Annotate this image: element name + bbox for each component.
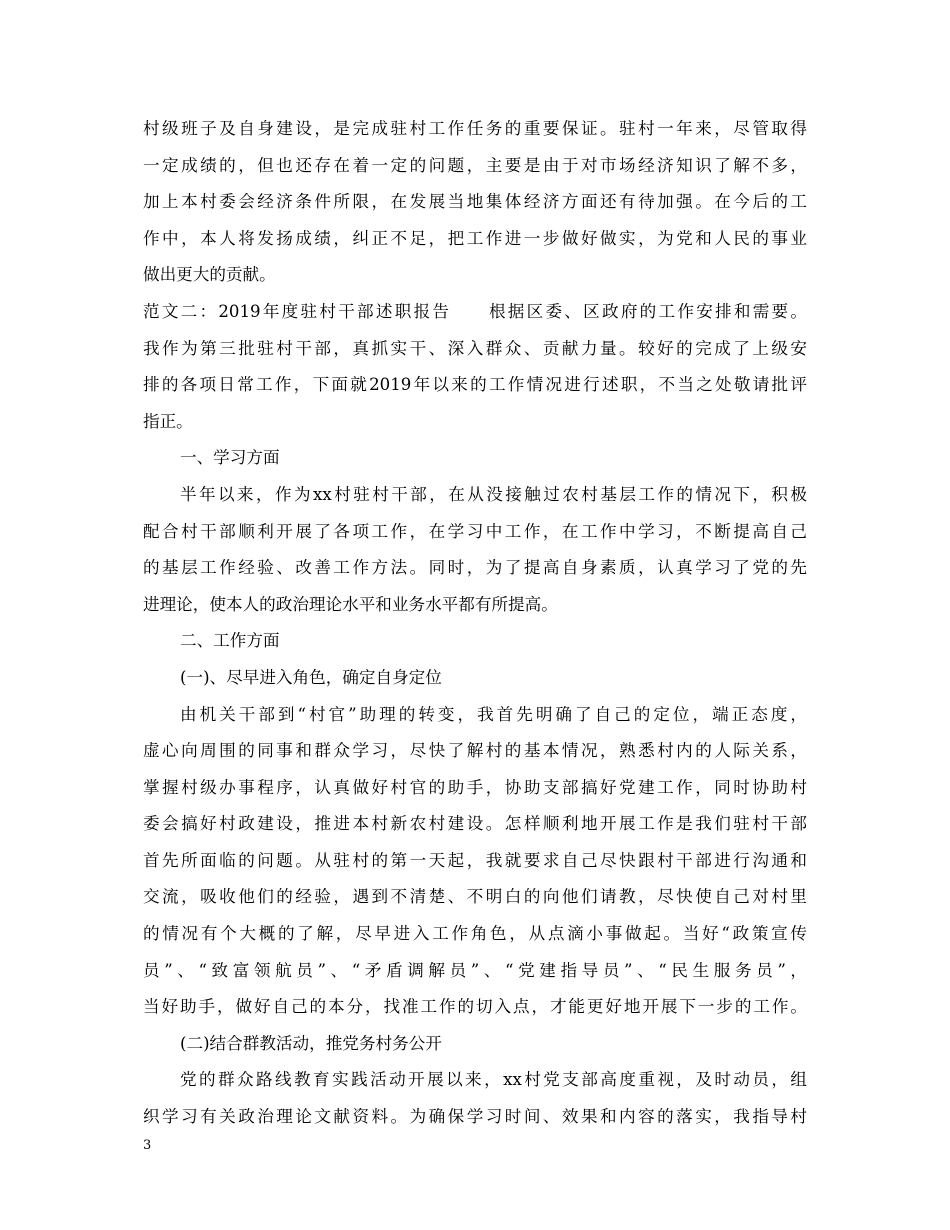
text-line: 掌握村级办事程序，认真做好村官的助手，协助支部搞好党建工作，同时协助村 (143, 777, 807, 797)
text-line: 由机关干部到“村官”助理的转变，我首先明确了自己的定位，端正态度， (180, 704, 807, 724)
text-line: 我作为第三批驻村干部，真抓实干、深入群众、贡献力量。较好的完成了上级安 (143, 338, 807, 358)
text-line: 的基层工作经验、改善工作方法。同时，为了提高自身素质，认真学习了党的先 (143, 558, 807, 578)
text-line: 交流，吸收他们的经验，遇到不清楚、不明白的向他们请教，尽快使自己对村里 (143, 887, 807, 907)
text-line: 织学习有关政治理论文献资料。为确保学习时间、效果和内容的落实，我指导村 (143, 1107, 807, 1127)
text-line: 二、工作方面 (180, 631, 280, 651)
text-line: 一、学习方面 (180, 448, 280, 468)
text-line: 指正。 (143, 411, 193, 431)
text-line: 党的群众路线教育实践活动开展以来，xx村党支部高度重视，及时动员，组 (180, 1070, 807, 1090)
text-line: 做出更大的贡献。 (143, 265, 276, 285)
text-line: 员”、“致富领航员”、“矛盾调解员”、“党建指导员”、“民生服务员”， (143, 960, 807, 980)
text-line: 当好助手，做好自己的本分，找准工作的切入点，才能更好地开展下一步的工作。 (143, 997, 807, 1017)
text-line: (一)、尽早进入角色，确定自身定位 (180, 667, 442, 687)
text-line: 作中，本人将发扬成绩，纠正不足，把工作进一步做好做实，为党和人民的事业 (143, 228, 807, 248)
text-line: 首先所面临的问题。从驻村的第一天起，我就要求自己尽快跟村干部进行沟通和 (143, 850, 807, 870)
text-line: 加上本村委会经济条件所限，在发展当地集体经济方面还有待加强。在今后的工 (143, 192, 807, 212)
text-line: 范文二：2019年度驻村干部述职报告 根据区委、区政府的工作安排和需要。 (143, 301, 807, 321)
text-line: (二)结合群教活动，推党务村务公开 (180, 1033, 442, 1053)
text-line: 排的各项日常工作，下面就2019年以来的工作情况进行述职，不当之处敬请批评 (143, 375, 807, 395)
page-number: 3 (143, 1138, 152, 1153)
text-line: 进理论，使本人的政治理论水平和业务水平都有所提高。 (143, 594, 558, 614)
text-line: 一定成绩的，但也还存在着一定的问题，主要是由于对市场经济知识了解不多， (143, 155, 807, 175)
body-text (143, 111, 807, 1136)
text-line: 虚心向周围的同事和群众学习，尽快了解村的基本情况，熟悉村内的人际关系， (143, 741, 807, 761)
text-line: 半年以来，作为xx村驻村干部，在从没接触过农村基层工作的情况下，积极 (180, 484, 807, 504)
text-line: 的情况有个大概的了解，尽早进入工作角色，从点滴小事做起。当好“政策宣传 (143, 924, 807, 944)
text-line: 村级班子及自身建设，是完成驻村工作任务的重要保证。驻村一年来，尽管取得 (143, 119, 807, 138)
text-line: 配合村干部顺利开展了各项工作，在学习中工作，在工作中学习，不断提高自己 (143, 521, 807, 541)
text-line: 委会搞好村政建设，推进本村新农村建设。怎样顺利地开展工作是我们驻村干部 (143, 814, 807, 834)
